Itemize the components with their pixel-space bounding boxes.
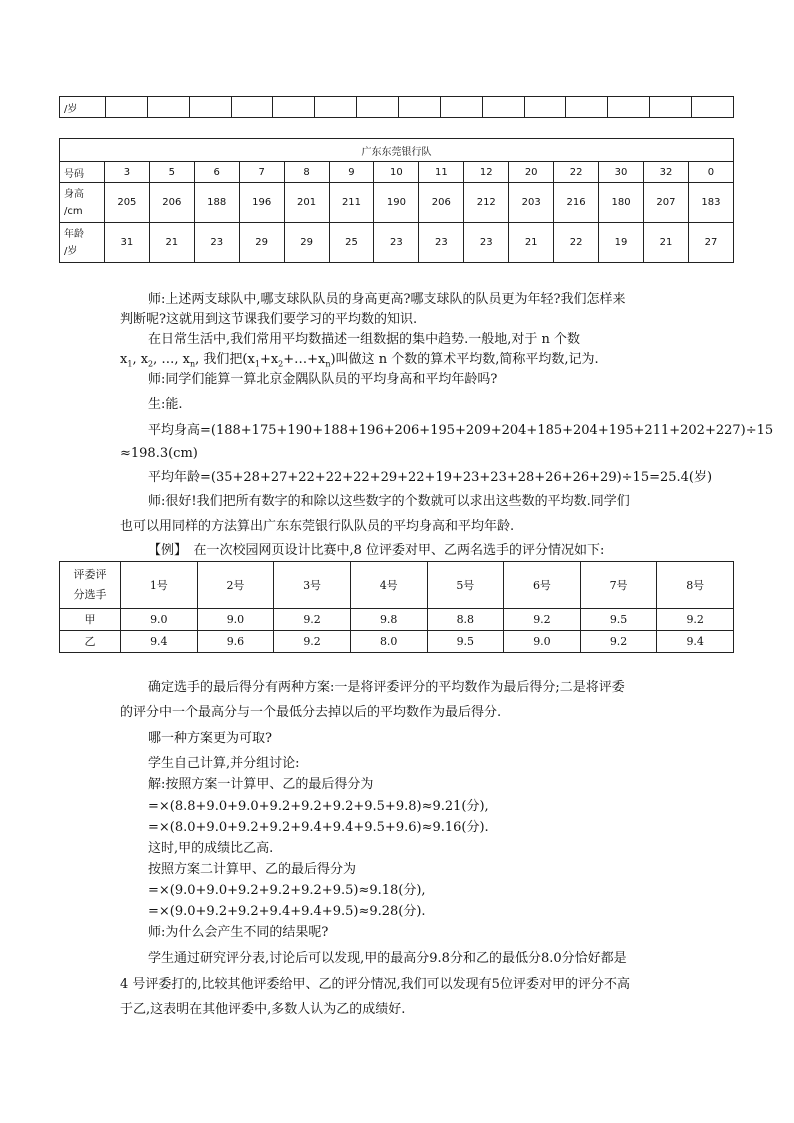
formula-line: =×(9.0+9.2+9.2+9.4+9.4+9.5)≈9.28(分). (148, 904, 426, 919)
score-cell: 9.8 (350, 609, 427, 631)
text-line: 按照方案二计算甲、乙的最后得分为 (148, 862, 357, 877)
corner-label: 评委评 分选手 (60, 562, 121, 609)
text-line: 生:能. (148, 397, 183, 412)
age-cell: 25 (329, 223, 374, 263)
judge-header: 1号 (121, 562, 198, 609)
height-cell: 183 (688, 183, 733, 223)
height-cell: 211 (329, 183, 374, 223)
table-row (60, 631, 734, 653)
text-line: 也可以用同样的方法算出广东东莞银行队队员的平均身高和平均年龄. (120, 519, 515, 534)
number-cell: 12 (464, 162, 509, 183)
score-cell: 9.2 (504, 609, 581, 631)
height-cell: 205 (104, 183, 149, 223)
age-cell: 23 (464, 223, 509, 263)
height-cell: 188 (194, 183, 239, 223)
number-cell: 7 (239, 162, 284, 183)
score-cell: 9.2 (274, 631, 351, 653)
empty-cell (189, 97, 231, 118)
age-cell: 31 (104, 223, 149, 263)
judge-header: 2号 (197, 562, 274, 609)
table-title-row (60, 139, 734, 162)
empty-cell (231, 97, 273, 118)
age-cell: 29 (239, 223, 284, 263)
score-cell: 9.5 (427, 631, 504, 653)
formula-line: 平均年龄=(35+28+27+22+22+22+29+22+19+23+23+28+26+26+29)÷15=25.4(岁) (148, 470, 713, 485)
empty-cell (315, 97, 357, 118)
number-cell: 0 (688, 162, 733, 183)
number-cell: 8 (284, 162, 329, 183)
text-line: 的评分中一个最高分与一个最低分去掉以后的平均数作为最后得分. (120, 705, 502, 720)
judge-header: 8号 (657, 562, 734, 609)
contestant-name: 甲 (60, 609, 121, 631)
number-cell: 3 (104, 162, 149, 183)
number-cell: 6 (194, 162, 239, 183)
text-line: 学生自己计算,并分组讨论: (148, 756, 300, 771)
score-cell: 9.0 (504, 631, 581, 653)
formula-line: =×(8.0+9.0+9.2+9.2+9.4+9.4+9.5+9.6)≈9.16(分). (148, 820, 489, 835)
score-cell: 9.0 (197, 609, 274, 631)
age-table-continuation (59, 96, 734, 118)
height-cell: 216 (554, 183, 599, 223)
height-label: 身高 /cm (60, 183, 105, 223)
age-cell: 23 (194, 223, 239, 263)
table-title: 广东东莞银行队 (60, 139, 734, 162)
height-cell: 180 (599, 183, 644, 223)
text-line: 哪一种方案更为可取? (148, 731, 272, 746)
number-cell: 11 (419, 162, 464, 183)
score-table (59, 561, 734, 653)
text-line: 师:上述两支球队中,哪支球队队员的身高更高?哪支球队的队员更为年轻?我们怎样来 (148, 292, 626, 307)
age-cell: 29 (284, 223, 329, 263)
judge-header: 7号 (580, 562, 657, 609)
formula-line: ≈198.3(cm) (120, 446, 198, 461)
score-cell: 9.6 (197, 631, 274, 653)
number-cell: 9 (329, 162, 374, 183)
age-cell: 21 (149, 223, 194, 263)
text-line: 确定选手的最后得分有两种方案:一是将评委评分的平均数作为最后得分;二是将评委 (148, 680, 625, 695)
number-row (60, 162, 734, 183)
number-cell: 32 (643, 162, 688, 183)
height-cell: 207 (643, 183, 688, 223)
judge-header: 6号 (504, 562, 581, 609)
age-cell: 22 (554, 223, 599, 263)
empty-cell (106, 97, 148, 118)
empty-cell (440, 97, 482, 118)
empty-cell (357, 97, 399, 118)
empty-cell (692, 97, 734, 118)
empty-cell (650, 97, 692, 118)
score-cell: 9.5 (580, 609, 657, 631)
score-cell: 9.4 (121, 631, 198, 653)
score-cell: 8.8 (427, 609, 504, 631)
number-cell: 22 (554, 162, 599, 183)
judge-header: 4号 (350, 562, 427, 609)
judge-header: 5号 (427, 562, 504, 609)
formula-line: =×(8.8+9.0+9.0+9.2+9.2+9.2+9.5+9.8)≈9.21(分), (148, 799, 489, 814)
bank-team-table (59, 138, 734, 263)
empty-cell (273, 97, 315, 118)
example-heading: 【例】 在一次校园网页设计比赛中,8 位评委对甲、乙两名选手的评分情况如下: (148, 543, 605, 558)
judge-header-row (60, 562, 734, 609)
empty-cell (147, 97, 189, 118)
height-cell: 190 (374, 183, 419, 223)
height-cell: 212 (464, 183, 509, 223)
score-cell: 9.4 (657, 631, 734, 653)
height-cell: 206 (149, 183, 194, 223)
text-line: 于乙,这表明在其他评委中,多数人认为乙的成绩好. (120, 1002, 406, 1017)
text-line: 师:同学们能算一算北京金隅队队员的平均身高和平均年龄吗? (148, 372, 498, 387)
formula-line: 平均身高=(188+175+190+188+196+206+195+209+204+185+204+195+211+202+227)÷15 (148, 423, 774, 438)
text-line: 师:很好!我们把所有数字的和除以这些数字的个数就可以求出这些数的平均数.同学们 (148, 494, 630, 509)
age-row (60, 223, 734, 263)
score-cell: 9.2 (657, 609, 734, 631)
number-header: 号码 (60, 162, 105, 183)
age-cell: 21 (643, 223, 688, 263)
formula-line: =×(9.0+9.0+9.2+9.2+9.2+9.5)≈9.18(分), (148, 883, 426, 898)
age-cell: 19 (599, 223, 644, 263)
table-row (60, 609, 734, 631)
text-line: 4 号评委打的,比较其他评委给甲、乙的评分情况,我们可以发现有5位评委对甲的评分不高 (120, 977, 630, 992)
age-cell: 21 (509, 223, 554, 263)
judge-header: 3号 (274, 562, 351, 609)
score-cell: 9.0 (121, 609, 198, 631)
height-cell: 201 (284, 183, 329, 223)
text-line: 师:为什么会产生不同的结果呢? (148, 925, 329, 940)
mean-definition-line: $x_1$, $x_2$, …, $x_n$, 我们把$(x_1+x_2+\dots+x_n)$叫做这 n 个数的算术平均数,简称平均数,记为. (120, 352, 599, 369)
height-cell: 206 (419, 183, 464, 223)
text-line: 解:按照方案一计算甲、乙的最后得分为 (148, 777, 374, 792)
empty-cell (608, 97, 650, 118)
age-cell: 27 (688, 223, 733, 263)
empty-cell (566, 97, 608, 118)
text-line: 判断呢?这就用到这节课我们要学习的平均数的知识. (120, 312, 418, 327)
contestant-name: 乙 (60, 631, 121, 653)
table-row (60, 97, 734, 118)
text-line: 这时,甲的成绩比乙高. (148, 841, 274, 856)
text-line: 学生通过研究评分表,讨论后可以发现,甲的最高分9.8分和乙的最低分8.0分恰好都是 (148, 951, 627, 966)
empty-cell (399, 97, 441, 118)
score-cell: 9.2 (580, 631, 657, 653)
age-label: 年龄 /岁 (60, 223, 105, 263)
text-line: 在日常生活中,我们常用平均数描述一组数据的集中趋势.一般地,对于 n 个数 (148, 332, 581, 347)
height-row (60, 183, 734, 223)
number-cell: 30 (599, 162, 644, 183)
number-cell: 5 (149, 162, 194, 183)
number-cell: 10 (374, 162, 419, 183)
score-cell: 9.2 (274, 609, 351, 631)
height-cell: 203 (509, 183, 554, 223)
score-cell: 8.0 (350, 631, 427, 653)
height-cell: 196 (239, 183, 284, 223)
empty-cell (482, 97, 524, 118)
age-cell: 23 (419, 223, 464, 263)
number-cell: 20 (509, 162, 554, 183)
empty-cell (524, 97, 566, 118)
row-label: /岁 (60, 97, 106, 118)
age-cell: 23 (374, 223, 419, 263)
